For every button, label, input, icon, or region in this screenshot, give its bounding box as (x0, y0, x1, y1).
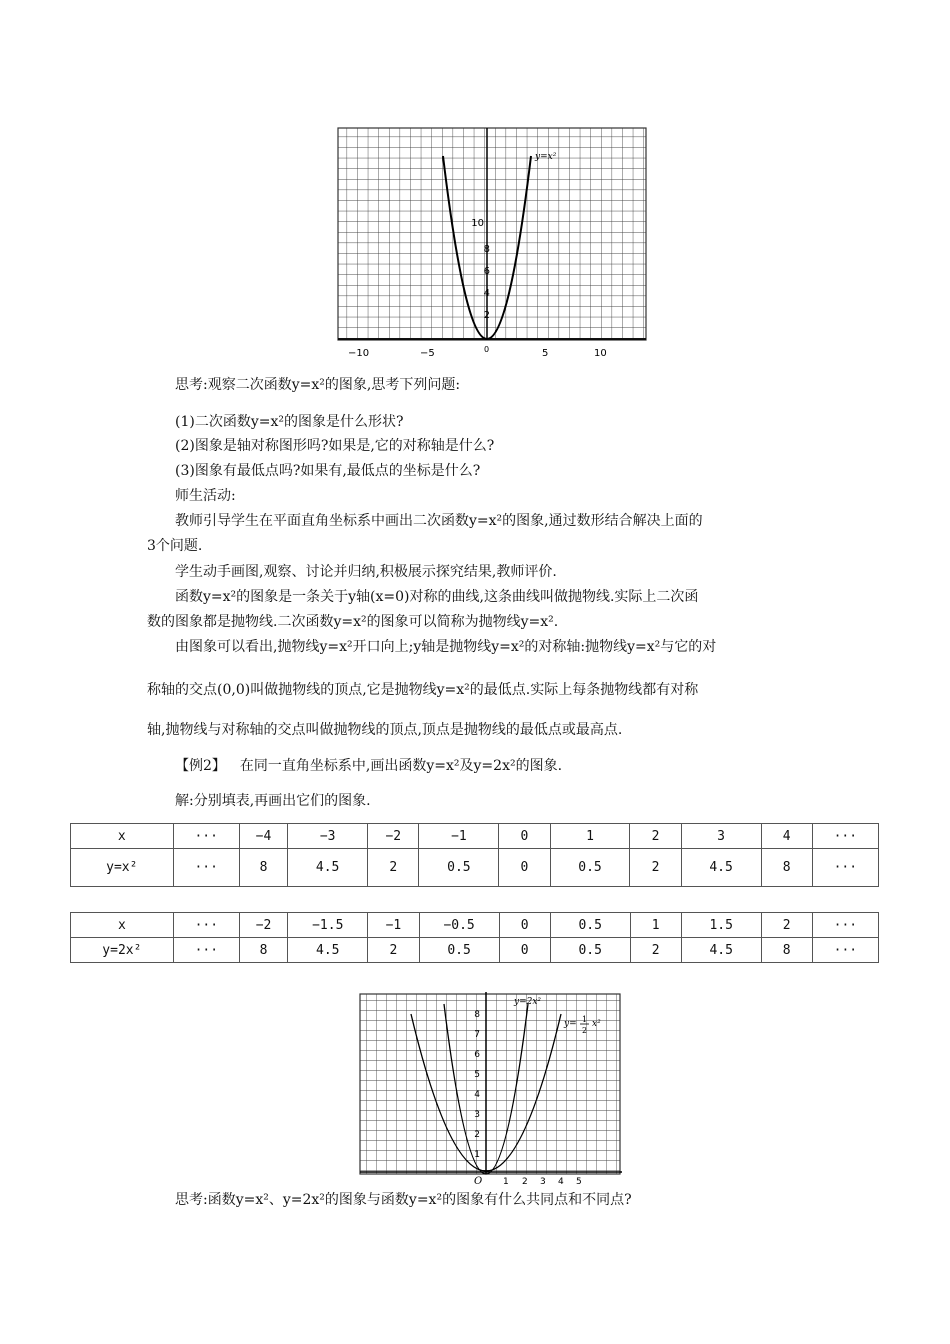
curve-label-2x2: y=2x² (514, 997, 542, 1007)
table-cell: ··· (173, 913, 239, 938)
question-2: (2)图象是轴对称图形吗?如果是,它的对称轴是什么? (175, 438, 495, 454)
table-row (71, 849, 879, 887)
y-tick: 7 (474, 1030, 480, 1040)
table-cell: 0.5 (419, 938, 499, 963)
x-tick: −10 (348, 348, 370, 359)
table-cell: 2 (630, 824, 681, 849)
table-cell: 0 (499, 824, 550, 849)
table-cell: −3 (288, 824, 368, 849)
activity-title: 师生活动: (175, 488, 236, 504)
table-cell: ··· (812, 938, 878, 963)
table-cell: x (71, 824, 174, 849)
y-tick: 6 (474, 1050, 480, 1060)
curve-label-prefix: y= (564, 1019, 577, 1029)
table-row (71, 938, 879, 963)
table-cell: 4.5 (288, 938, 368, 963)
table-cell: 4.5 (681, 849, 761, 887)
question-1: (1)二次函数y=x²的图象是什么形状? (175, 414, 404, 430)
table-cell: 8 (761, 938, 812, 963)
y-tick: 3 (474, 1110, 480, 1120)
table-cell: −0.5 (419, 913, 499, 938)
y-tick: 8 (483, 244, 490, 255)
table-cell: ··· (812, 824, 878, 849)
x-tick: 2 (522, 1177, 528, 1186)
table-cell: 2 (630, 849, 681, 887)
y-tick: 8 (474, 1010, 480, 1020)
x-tick: 1 (503, 1177, 509, 1186)
paragraph-3a: 函数y=x²的图象是一条关于y轴(x=0)对称的曲线,这条曲线叫做抛物线.实际上二次函 (175, 589, 699, 605)
paragraph-3b: 数的图象都是抛物线.二次函数y=x²的图象可以简称为抛物线y=x². (147, 614, 559, 630)
table-cell: 2 (761, 913, 812, 938)
table-cell: ··· (812, 913, 878, 938)
table-cell: 1 (550, 824, 630, 849)
table-cell: 0.5 (419, 849, 499, 887)
table-cell: 4 (761, 824, 812, 849)
example-line (175, 756, 562, 776)
value-table-2 (70, 912, 879, 963)
y-tick: 2 (474, 1130, 480, 1140)
table-cell: −1.5 (288, 913, 368, 938)
y-tick: 2 (483, 310, 490, 321)
table-cell: 0 (499, 913, 550, 938)
table-row (71, 913, 879, 938)
y-tick: 10 (471, 218, 484, 229)
table-cell: 0.5 (550, 938, 630, 963)
table-cell: 8 (239, 938, 287, 963)
paragraph-2: 学生动手画图,观察、讨论并归纳,积极展示探究结果,教师评价. (175, 564, 557, 580)
paragraph-1a: 教师引导学生在平面直角坐标系中画出二次函数y=x²的图象,通过数形结合解决上面的 (175, 513, 703, 529)
y-tick: 6 (483, 266, 490, 277)
curve-label-half-x2 (563, 1019, 577, 1029)
table-cell: −1 (419, 824, 499, 849)
table-cell: 8 (761, 849, 812, 887)
y-tick: 5 (474, 1070, 480, 1080)
table-row (71, 824, 879, 849)
paragraph-4c: 轴,抛物线与对称轴的交点叫做抛物线的顶点,顶点是抛物线的最低点或最高点. (147, 722, 623, 738)
x-tick: −5 (420, 348, 435, 359)
table-cell: ··· (812, 849, 878, 887)
parabola-figure-2 (356, 990, 624, 1186)
table-cell: x (71, 913, 174, 938)
table-cell: 0 (499, 849, 550, 887)
curve-label: y=x² (535, 152, 557, 162)
value-table-1 (70, 823, 879, 887)
x-tick: 5 (542, 348, 549, 359)
y-tick: 1 (474, 1150, 480, 1160)
table-cell: ··· (173, 849, 239, 887)
example-text: 在同一直角坐标系中,画出函数y=x²及y=2x²的图象. (239, 758, 563, 774)
fraction-numerator: 1 (582, 1015, 588, 1024)
table-cell: 3 (681, 824, 761, 849)
table-cell: 4.5 (288, 849, 368, 887)
table-cell: 8 (239, 849, 287, 887)
table-cell: 1 (630, 913, 681, 938)
question-3: (3)图象有最低点吗?如果有,最低点的坐标是什么? (175, 463, 481, 479)
table-cell: 0.5 (550, 913, 630, 938)
fraction-denominator: 2 (582, 1026, 588, 1035)
table-cell: −4 (239, 824, 287, 849)
think-prompt-1: 思考:观察二次函数y=x²的图象,思考下列问题: (175, 377, 461, 393)
table-cell: 0 (499, 938, 550, 963)
table-cell: 4.5 (681, 938, 761, 963)
paragraph-4a: 由图象可以看出,抛物线y=x²开口向上;y轴是抛物线y=x²的对称轴:抛物线y=x²与它的对 (175, 639, 717, 655)
table-cell: 0.5 (550, 849, 630, 887)
table-cell: 1.5 (681, 913, 761, 938)
table-cell: y=x² (71, 849, 174, 887)
table-cell: ··· (173, 938, 239, 963)
x-tick: 10 (594, 348, 607, 359)
solution-line: 解:分别填表,再画出它们的图象. (175, 793, 371, 809)
curve-label-tail: x² (592, 1019, 601, 1029)
table-cell: 2 (368, 849, 419, 887)
table-cell: ··· (173, 824, 239, 849)
table-cell: −2 (368, 824, 419, 849)
x-tick: 4 (558, 1177, 564, 1186)
paragraph-1b: 3个问题. (147, 538, 203, 554)
table-cell: −1 (368, 913, 419, 938)
table-cell: 2 (368, 938, 419, 963)
y-tick: 4 (483, 288, 490, 299)
x-tick: 0 (484, 345, 490, 354)
table-cell: −2 (239, 913, 287, 938)
x-tick: 3 (540, 1177, 546, 1186)
x-tick: 5 (576, 1177, 582, 1186)
paragraph-4b: 称轴的交点(0,0)叫做抛物线的顶点,它是抛物线y=x²的最低点.实际上每条抛物线都有对称 (147, 682, 699, 698)
parabola-figure-1 (336, 126, 652, 360)
origin-label: O (474, 1176, 483, 1186)
y-tick: 4 (474, 1090, 480, 1100)
think-prompt-2: 思考:函数y=x²、y=2x²的图象与函数y=x²的图象有什么共同点和不同点? (175, 1192, 632, 1208)
example-tag: 【例2】 (175, 758, 226, 774)
table-cell: 2 (630, 938, 681, 963)
table-cell: y=2x² (71, 938, 174, 963)
